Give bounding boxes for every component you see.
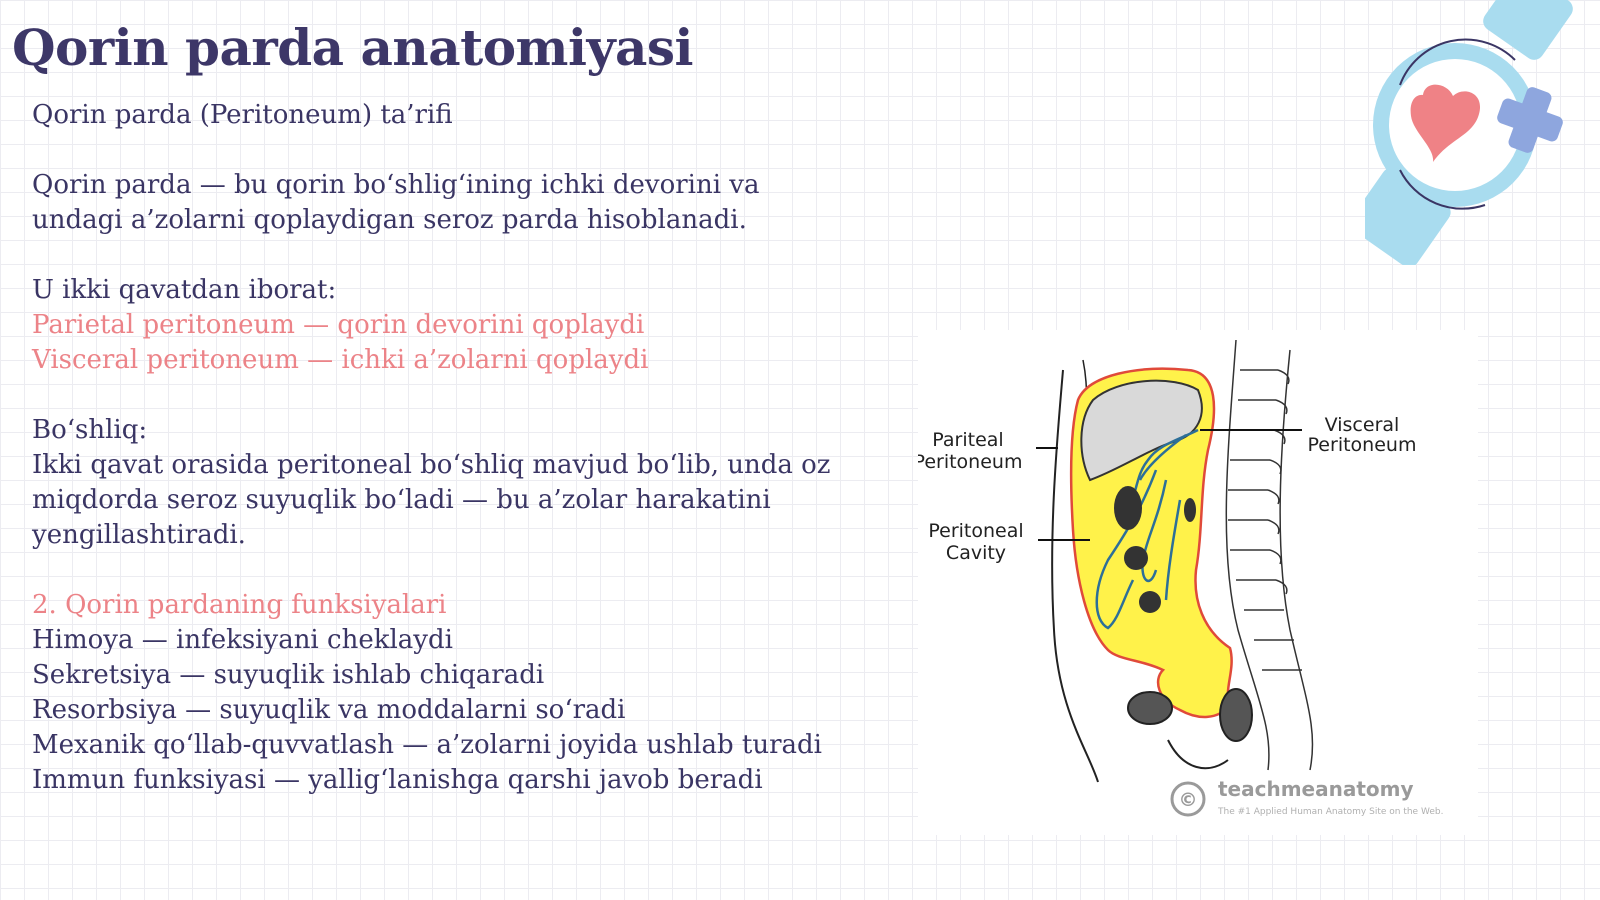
cavity-line-1: Ikki qavat orasida peritoneal bo‘shliq mavjud bo‘lib, unda oz [32, 450, 831, 480]
medical-badge [1365, 0, 1600, 265]
function-item: Immun funksiyasi — yallig‘lanishga qarshi javob beradi [32, 765, 763, 795]
content-text [32, 98, 892, 798]
watermark-tagline: The #1 Applied Human Anatomy Site on the Web. [1218, 807, 1444, 817]
layers-intro: U ikki qavatdan iborat: [32, 275, 337, 305]
cavity-line-3: yengillashtiradi. [32, 520, 246, 550]
copyright-symbol: © [1178, 789, 1198, 811]
function-item: Mexanik qo‘llab-quvvatlash — a’zolarni joyida ushlab turadi [32, 730, 822, 760]
watermark-brand: teachmeanatomy [1218, 777, 1414, 801]
function-item: Resorbsiya — suyuqlik va moddalarni so‘radi [32, 695, 626, 725]
label-cavity-1: Peritoneal [928, 520, 1024, 542]
spacer [32, 378, 892, 413]
spacer [32, 238, 892, 273]
layer-visceral: Visceral peritoneum — ichki a’zolarni qoplaydi [32, 345, 649, 375]
label-cavity-2: Cavity [945, 542, 1007, 564]
function-item: Himoya — infeksiyani cheklaydi [32, 625, 453, 655]
page-title: Qorin parda anatomiyasi [12, 18, 694, 77]
function-item: Sekretsiya — suyuqlik ishlab chiqaradi [32, 660, 545, 690]
definition-line-2: undagi a’zolarni qoplaydigan seroz parda hisoblanadi. [32, 205, 747, 235]
layer-parietal: Parietal peritoneum — qorin devorini qoplaydi [32, 310, 645, 340]
cavity-heading: Bo‘shliq: [32, 415, 148, 445]
cavity-line-2: miqdorda seroz suyuqlik bo‘ladi — bu a’zolar harakatini [32, 485, 771, 515]
label-parietal-1: Pariteal [932, 429, 1004, 451]
spacer [32, 133, 892, 168]
definition-heading: Qorin parda (Peritoneum) ta’rifi [32, 100, 453, 130]
peritoneum-diagram [918, 330, 1478, 835]
label-visceral-2: Peritoneum [1307, 434, 1417, 456]
functions-heading: 2. Qorin pardaning funksiyalari [32, 590, 447, 620]
label-visceral-1: Visceral [1324, 414, 1400, 436]
label-parietal-2: Peritoneum [918, 451, 1023, 473]
definition-line-1: Qorin parda — bu qorin bo‘shlig‘ining ichki devorini va [32, 170, 760, 200]
spacer [32, 553, 892, 588]
